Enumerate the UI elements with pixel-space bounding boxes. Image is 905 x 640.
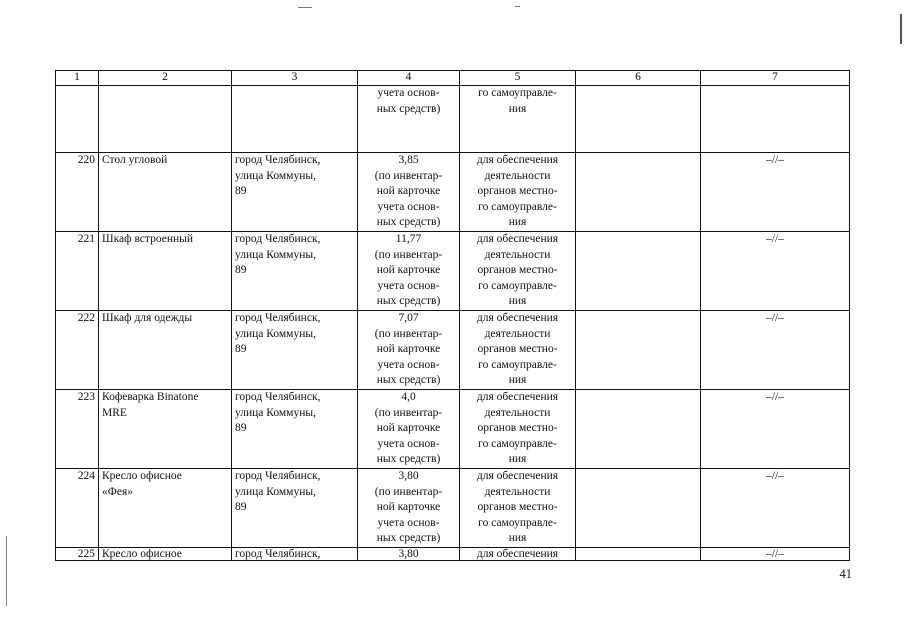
cell-name: Кресло офисное «Фея» [99, 469, 232, 548]
scan-edge [900, 14, 902, 44]
column-number: 5 [460, 71, 576, 86]
cell-value [358, 469, 460, 548]
cell-name: Стол угловой [99, 153, 232, 232]
cell-col7: –//– [701, 153, 850, 232]
cell-name: Кресло офисное [99, 548, 232, 561]
value-amount: 11,77 [395, 233, 422, 245]
purpose-continued: го самоуправле- ния [478, 87, 557, 115]
cell-address: город Челябинск, улица Коммуны, 89 [232, 232, 358, 311]
table-row [56, 469, 850, 548]
value-amount: 7,07 [398, 312, 419, 324]
cell-name: Шкаф встроенный [99, 232, 232, 311]
cell-address: город Челябинск, улица Коммуны, 89 [232, 153, 358, 232]
cell-address: город Челябинск, улица Коммуны, 89 [232, 311, 358, 390]
column-number: 3 [232, 71, 358, 86]
cell-purpose [460, 86, 576, 153]
column-number: 2 [99, 71, 232, 86]
table-row [56, 153, 850, 232]
property-register-table [55, 70, 850, 561]
column-number-row [56, 71, 850, 86]
cell-num: 223 [56, 390, 99, 469]
cell-name [99, 86, 232, 153]
column-number: 7 [701, 71, 850, 86]
cell-address: город Челябинск, [232, 548, 358, 561]
cell-num: 220 [56, 153, 99, 232]
cell-value [358, 390, 460, 469]
cell-col7: –//– [701, 390, 850, 469]
cell-value [358, 86, 460, 153]
cell-num: 225 [56, 548, 99, 561]
value-amount: 3,80 [398, 470, 419, 482]
cell-col7: –//– [701, 469, 850, 548]
cell-purpose: для обеспечения деятельности органов местно- го самоуправле- ния [460, 469, 576, 548]
table-row [56, 548, 850, 561]
value-note: (по инвентар- ной карточке учета основ- ных средств) [374, 169, 443, 228]
cell-purpose: для обеспечения деятельности органов местно- го самоуправле- ния [460, 232, 576, 311]
cell-name: Кофеварка Binatone MRE [99, 390, 232, 469]
table-row [56, 232, 850, 311]
column-number: 4 [358, 71, 460, 86]
cell-col6 [576, 86, 701, 153]
cell-value [358, 153, 460, 232]
cell-purpose: для обеспечения деятельности органов местно- го самоуправле- ния [460, 153, 576, 232]
cell-col7: –//– [701, 548, 850, 561]
cell-name: Шкаф для одежды [99, 311, 232, 390]
value-amount: 3,85 [398, 154, 419, 166]
table-row [56, 390, 850, 469]
cell-col6 [576, 548, 701, 561]
cell-col6 [576, 469, 701, 548]
cell-col6 [576, 153, 701, 232]
scan-edge [6, 536, 7, 606]
cell-num: 222 [56, 311, 99, 390]
value-note: (по инвентар- ной карточке учета основ- ных средств) [374, 327, 443, 386]
value-note: (по инвентар- ной карточке учета основ- ных средств) [374, 485, 443, 544]
column-number: 1 [56, 71, 99, 86]
cell-purpose: для обеспечения деятельности органов местно- го самоуправле- ния [460, 390, 576, 469]
cell-col6 [576, 390, 701, 469]
cell-col6 [576, 311, 701, 390]
value-amount: 3,80 [398, 548, 419, 560]
cell-value [358, 548, 460, 561]
value-note: (по инвентар- ной карточке учета основ- ных средств) [374, 248, 443, 307]
scan-artifact [298, 7, 312, 8]
value-note: (по инвентар- ной карточке учета основ- ных средств) [374, 406, 443, 465]
value-note-continued: учета основ- ных средств) [376, 87, 441, 115]
column-number: 6 [576, 71, 701, 86]
cell-address: город Челябинск, улица Коммуны, 89 [232, 390, 358, 469]
cell-address [232, 86, 358, 153]
cell-num: 224 [56, 469, 99, 548]
cell-num: 221 [56, 232, 99, 311]
cell-num [56, 86, 99, 153]
continuation-row [56, 86, 850, 153]
cell-col7: –//– [701, 232, 850, 311]
table-row [56, 311, 850, 390]
value-amount: 4,0 [401, 391, 416, 403]
cell-address: город Челябинск, улица Коммуны, 89 [232, 469, 358, 548]
cell-col6 [576, 232, 701, 311]
cell-value [358, 232, 460, 311]
cell-value [358, 311, 460, 390]
page-number: 41 [839, 567, 852, 581]
scan-artifact [515, 6, 520, 7]
cell-col7: –//– [701, 311, 850, 390]
cell-purpose: для обеспечения [460, 548, 576, 561]
cell-col7 [701, 86, 850, 153]
cell-purpose: для обеспечения деятельности органов местно- го самоуправле- ния [460, 311, 576, 390]
